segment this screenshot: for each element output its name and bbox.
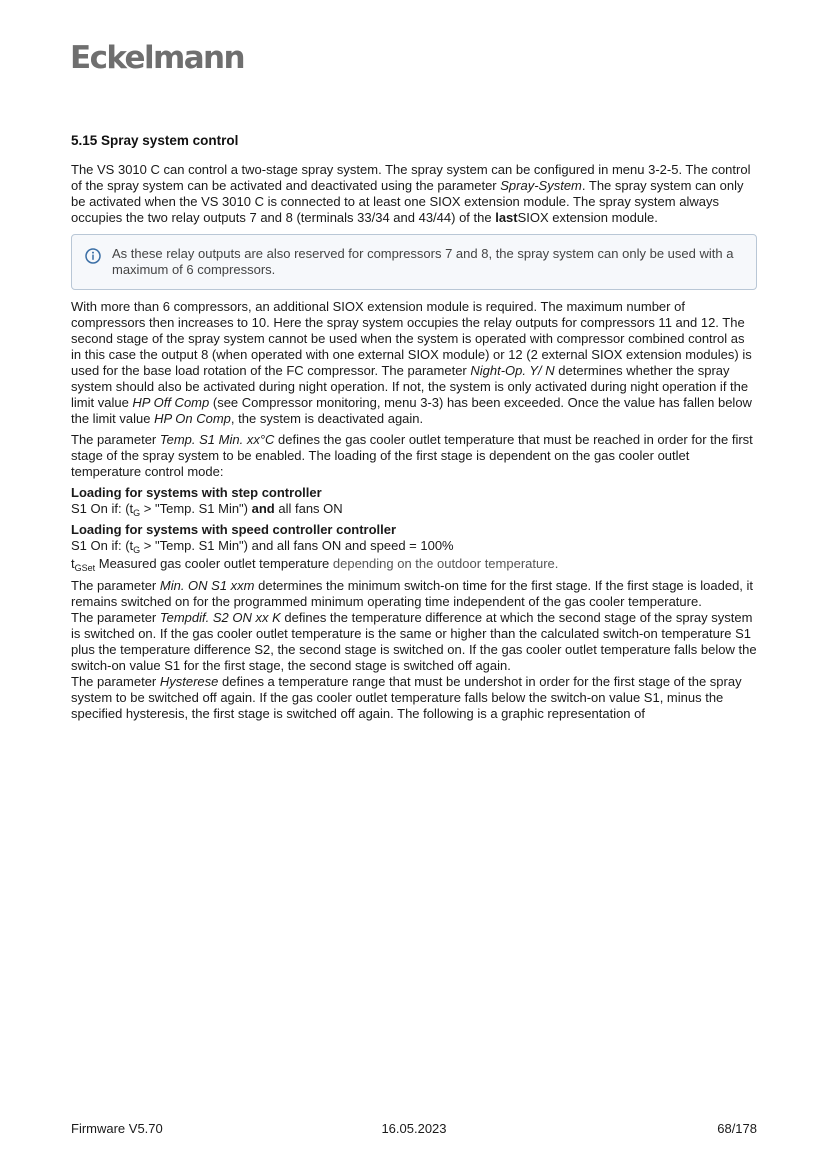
main-content — [71, 133, 757, 722]
section-title: 5.15 Spray system control — [71, 133, 239, 148]
footer-page-number: 68/178 — [717, 1121, 757, 1136]
info-icon — [84, 247, 102, 265]
formula-step-controller: S1 On if: ($t_G$ > "Temp. S1 Min") and all fans ON — [71, 501, 343, 518]
paragraph-hysterese: The parameter Hysterese defines a temperature range that must be undershot in order for the first stage of the spray system to be switched off again. If the gas cooler outlet temperature falls below the switch-on value S1, minus the specified hysteresis, the first stage is switched off again. The following is a graphic representation of — [71, 674, 742, 721]
heading-speed-controller: Loading for systems with speed controller controller — [71, 522, 397, 537]
info-note-box — [71, 234, 757, 290]
heading-step-controller: Loading for systems with step controller — [71, 485, 322, 500]
paragraph-intro: The VS 3010 C can control a two-stage spray system. The spray system can be configured in menu 3-2-5. The control of the spray system can be activated and deactivated using the parameter Spray-System. The spray system can only be activated when the VS 3010 C is connected to at least one SIOX extension module. The spray system always occupies the two relay outputs 7 and 8 (terminals 33/34 and 43/44) of the lastSIOX extension module. — [71, 162, 751, 225]
paragraph-tempdif-s2: The parameter Tempdif. S2 ON xx K defines the temperature difference at which the second stage of the spray system is switched on. If the gas cooler outlet temperature is the same or higher than the calculated switch-on temperature S1 plus the temperature difference S2, the second stage is switched on. If the gas cooler outlet temperature falls below the switch-on value S1 for the first stage, the second stage is switched off again. — [71, 610, 757, 673]
paragraph-temp-s1: The parameter Temp. S1 Min. xx°C defines the gas cooler outlet temperature that must be reached in order for the first stage of the spray system to be enabled. The loading of the first stage is dependent on the gas cooler outlet temperature control mode: — [71, 432, 753, 479]
formula-speed-controller: S1 On if: ($t_G$ > "Temp. S1 Min") and all fans ON and speed = 100% — [71, 538, 454, 555]
info-note-text: As these relay outputs are also reserved for compressors 7 and 8, the spray system can only be used with a maximum of 6 compressors. — [112, 246, 734, 277]
footer-date: 16.05.2023 — [381, 1121, 447, 1136]
eckelmann-logo: Eckelmann — [70, 40, 244, 76]
paragraph-min-on-s1: The parameter Min. ON S1 xxm determines the minimum switch-on time for the first stage. If the first stage is loaded, it remains switched on for the programmed minimum operating time independent of the gas cooler temperature. — [71, 578, 754, 609]
footer-firmware: Firmware V5.70 — [71, 1121, 163, 1136]
paragraph-compressors: With more than 6 compressors, an additional SIOX extension module is required. The maximum number of compressors then increases to 10. Here the spray system occupies the relay outputs for compressors 11 and 12. The second stage of the spray system cannot be used when the system is operated with compressor combined control as in this case the output 8 (when operated with one external SIOX module) or 12 (2 external SIOX extension modules) is used for the base load rotation of the FC compressor. The parameter Night-Op. Y/ N determines whether the spray system should also be activated during night operation. If not, the system is only activated during night operation if the limit value HP Off Comp (see Compressor monitoring, menu 3-3) has been exceeded. Once the value has fallen below the limit value HP On Comp, the system is deactivated again. — [71, 299, 752, 426]
tgset-definition: $t_{GSet}$ Measured gas cooler outlet temperature depending on the outdoor temperature. — [71, 556, 559, 573]
